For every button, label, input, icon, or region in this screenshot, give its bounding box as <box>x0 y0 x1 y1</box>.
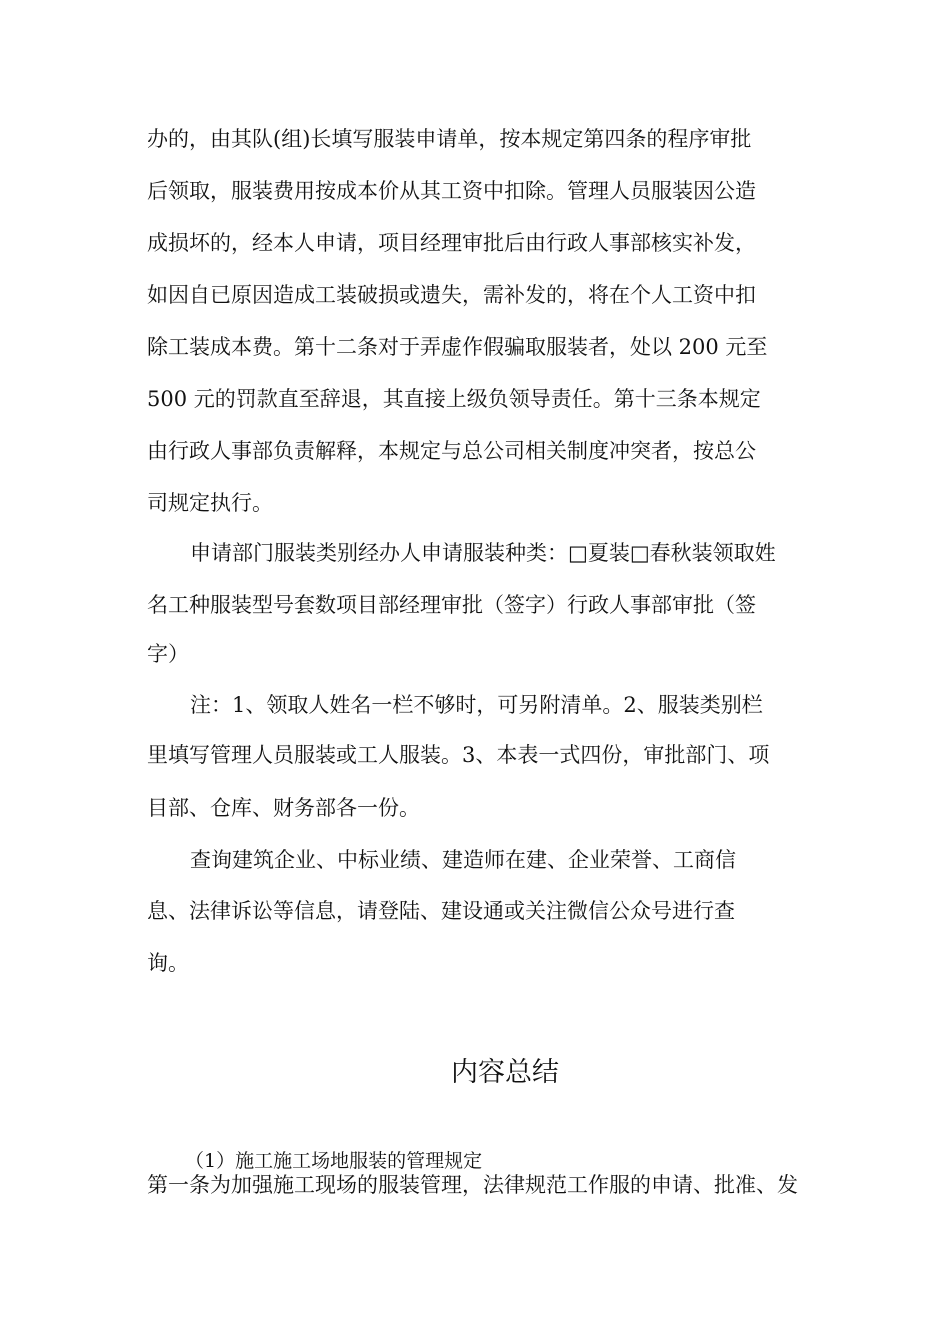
body-text-line: 字） <box>147 642 189 666</box>
body-text-line: 由行政人事部负责解释，本规定与总公司相关制度冲突者，按总公 <box>147 439 756 463</box>
body-text-line: 申请部门服装类别经办人申请服装种类：□夏装□春秋装领取姓 <box>190 541 776 565</box>
body-text-line: 成损坏的，经本人申请，项目经理审批后由行政人事部核实补发， <box>147 231 756 255</box>
body-text-line: 询。 <box>147 951 189 975</box>
summary-heading: 内容总结 <box>451 1057 559 1088</box>
body-text-line: 后领取，服装费用按成本价从其工资中扣除。管理人员服装因公造 <box>147 179 756 203</box>
body-text-line: 名工种服装型号套数项目部经理审批（签字）行政人事部审批（签 <box>147 593 756 617</box>
body-text-line: 司规定执行。 <box>147 491 273 515</box>
body-text-line: 500 元的罚款直至辞退，其直接上级负领导责任。第十三条本规定 <box>147 387 761 411</box>
body-text-line: 息、法律诉讼等信息，请登陆、建设通或关注微信公众号进行查 <box>147 899 735 923</box>
summary-item-title: （1）施工施工场地服装的管理规定 <box>185 1150 483 1172</box>
body-text-line: 如因自已原因造成工装破损或遗失，需补发的，将在个人工资中扣 <box>147 283 756 307</box>
body-text-line: 里填写管理人员服装或工人服装。3、本表一式四份，审批部门、项 <box>147 743 770 767</box>
summary-item-text: 第一条为加强施工现场的服装管理，法律规范工作服的申请、批准、发 <box>147 1173 798 1197</box>
body-text-line: 除工装成本费。第十二条对于弄虚作假骗取服装者，处以 200 元至 <box>147 335 768 359</box>
body-text-line: 查询建筑企业、中标业绩、建造师在建、企业荣誉、工商信 <box>190 848 736 872</box>
body-text-line: 办的，由其队(组)长填写服装申请单，按本规定第四条的程序审批 <box>147 127 752 151</box>
body-text-line: 目部、仓库、财务部各一份。 <box>147 796 420 820</box>
body-text-line: 注：1、领取人姓名一栏不够时，可另附清单。2、服装类别栏 <box>190 693 763 717</box>
